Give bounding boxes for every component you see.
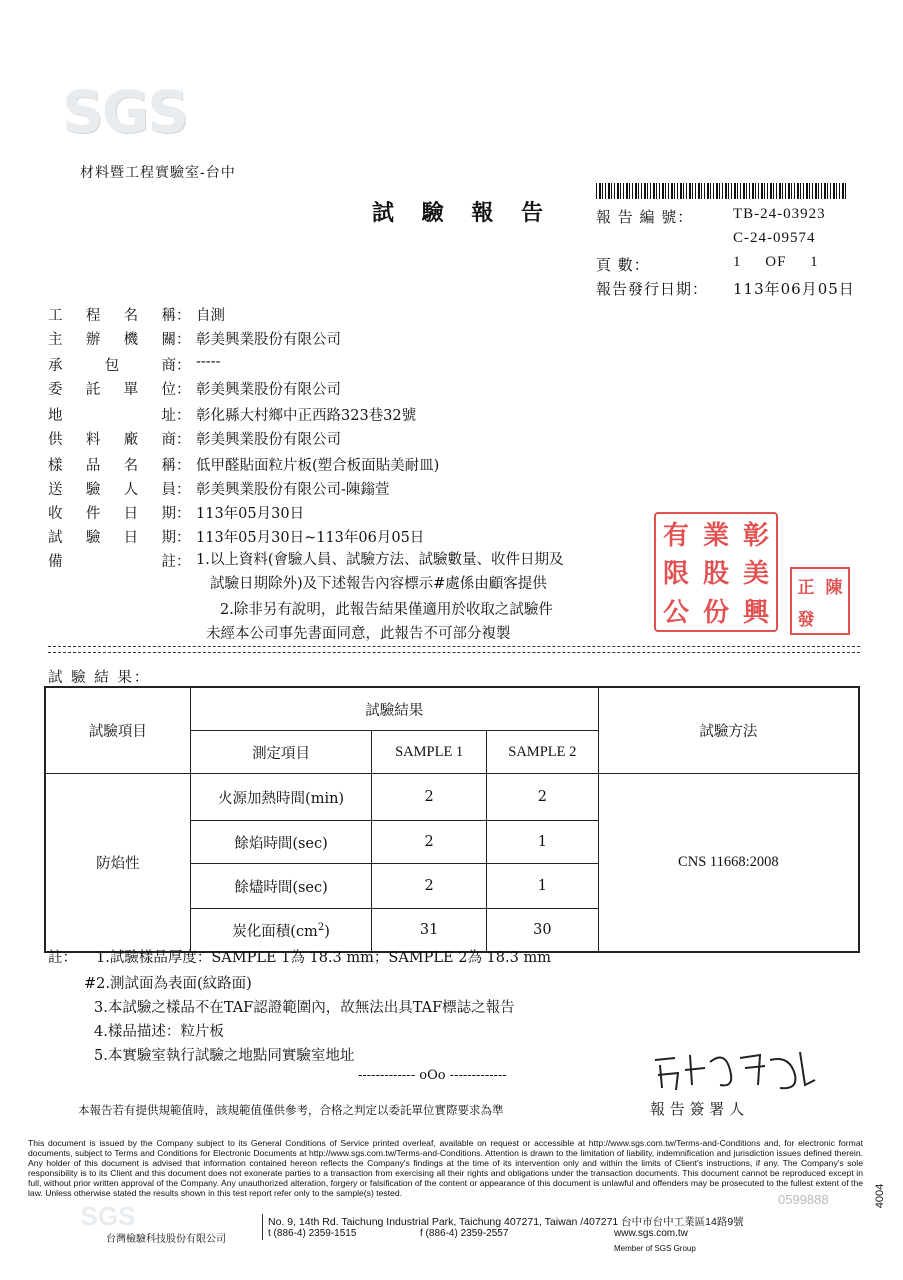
header-sample-2: SAMPLE 2 <box>486 731 598 774</box>
field-label-char: 料 <box>85 432 101 448</box>
remark-line-1: 1.以上資料(會驗人員、試驗方法、試驗數量、收件日期及 <box>196 552 564 568</box>
notes-label: 註： <box>48 950 77 966</box>
field-colon: ： <box>176 332 191 348</box>
field-label <box>48 428 176 449</box>
field-value: 113年05月30日~113年06月05日 <box>196 530 425 546</box>
header-method: 試驗方法 <box>598 687 859 774</box>
report-no-2: C-24-09574 <box>733 230 816 246</box>
seal-char: 有 <box>662 520 689 551</box>
field-label <box>48 550 176 571</box>
field-value: 低甲醛貼面粒片板(塑合板面貼美耐皿) <box>196 458 440 474</box>
note-2: #2.測試面為表面(紋路面) <box>84 976 252 992</box>
field-label <box>48 378 176 399</box>
measure-name-text: 炭化面積(cm <box>232 923 318 940</box>
field-label-char: 稱 <box>161 458 176 474</box>
measure-name: 火源加熱時間(min) <box>190 774 372 821</box>
field-label-char: 送 <box>48 482 63 498</box>
field-value: 113年05月30日 <box>196 506 305 522</box>
field-colon: ： <box>176 554 191 570</box>
note-4: 4.樣品描述：粒片板 <box>94 1024 224 1040</box>
side-code: 4004 <box>874 1183 887 1209</box>
field-label-char: 驗 <box>85 482 101 498</box>
field-label-char: 機 <box>123 332 139 348</box>
seal-char: 業 <box>702 520 729 551</box>
field-value: 自測 <box>196 308 225 324</box>
website: www.sgs.com.tw <box>614 1228 688 1239</box>
footer-divider <box>262 1214 263 1240</box>
sample-1-value: 2 <box>372 864 487 909</box>
disclaimer: 本報告若有提供規範值時，該規範值僅供參考，合格之判定以委託單位實際要求為準 <box>78 1103 504 1117</box>
seal-char: 股 <box>702 559 729 590</box>
sample-2-value: 1 <box>486 821 598 864</box>
seal-char: 公 <box>662 598 689 629</box>
issue-date-value: 113年06月05日 <box>733 280 855 298</box>
company-seal <box>654 512 778 632</box>
sample-1-value: 2 <box>372 774 487 821</box>
field-label-char: 供 <box>48 432 63 448</box>
field-label-char: 辦 <box>85 332 101 348</box>
sample-2-value: 1 <box>486 864 598 909</box>
field-value: 彰美興業股份有限公司 <box>196 432 341 448</box>
page-value: 1 OF 1 <box>733 254 819 270</box>
field-value: 彰化縣大村鄉中正西路323巷32號 <box>196 408 417 424</box>
sample-2-value: 30 <box>486 909 598 953</box>
issue-date-label: 報告發行日期： <box>596 280 709 298</box>
measure-name: 餘焰時間(sec) <box>190 821 372 864</box>
remark-line-2: 試驗日期除外)及下述報告內容標示#處係由顧客提供 <box>210 576 547 592</box>
field-label-char: 稱 <box>161 308 176 324</box>
seal-char: 陳 <box>825 577 843 598</box>
sgs-footer-logo: SGS <box>80 1200 136 1231</box>
field-label-char: 名 <box>123 308 139 324</box>
field-label-char: 註 <box>161 554 176 570</box>
field-colon: ： <box>176 506 191 522</box>
remark-line-3: 2.除非另有說明，此報告結果僅適用於收取之試驗件 <box>220 602 553 618</box>
table-row <box>45 774 859 821</box>
field-label <box>48 454 176 475</box>
field-label-char: 包 <box>104 358 120 374</box>
seal-char: 美 <box>742 559 769 590</box>
report-title: 試 驗 報 告 <box>372 200 553 226</box>
field-label-char: 名 <box>123 458 139 474</box>
field-value: ----- <box>196 354 221 370</box>
phone: t (886-4) 2359-1515 <box>268 1228 357 1239</box>
field-label-char: 委 <box>48 382 63 398</box>
field-label-char: 樣 <box>48 458 63 474</box>
report-no-1: TB-24-03923 <box>733 206 826 222</box>
lab-name: 材料暨工程實驗室-台中 <box>80 165 236 181</box>
end-mark: ------------- oOo ------------- <box>358 1068 507 1083</box>
seal-char: 正 <box>797 577 815 598</box>
field-label-char: 地 <box>48 408 63 424</box>
field-label-char: 人 <box>123 482 139 498</box>
field-label <box>48 404 176 425</box>
field-label-char: 件 <box>85 506 101 522</box>
seal-char: 興 <box>742 598 769 629</box>
category-cell: 防焰性 <box>45 774 190 953</box>
field-label-char: 位 <box>161 382 176 398</box>
field-label-char: 品 <box>85 458 101 474</box>
header-item: 試驗項目 <box>45 687 190 774</box>
field-label-char: 驗 <box>85 530 101 546</box>
address: No. 9, 14th Rd. Taichung Industrial Park, Taichung 407271, Taiwan /407271 台中市台中工業區14路9號 <box>268 1216 744 1228</box>
field-colon: ： <box>176 458 191 474</box>
field-colon: ： <box>176 530 191 546</box>
method-cell: CNS 11668:2008 <box>598 774 859 953</box>
sgs-logo: SGS <box>62 78 188 146</box>
remark-line-4: 未經本公司事先書面同意，此報告不可部分複製 <box>206 626 511 642</box>
field-label-char: 試 <box>48 530 63 546</box>
note-3: 3.本試驗之樣品不在TAF認證範圍內，故無法出具TAF標誌之報告 <box>94 1000 515 1016</box>
note-1: 1.試驗樣品厚度：SAMPLE 1為 18.3 mm；SAMPLE 2為 18.3 mm <box>96 950 551 966</box>
field-label <box>48 304 176 325</box>
seal-char: 限 <box>662 559 689 590</box>
field-label <box>48 328 176 349</box>
field-colon: ： <box>176 382 191 398</box>
header-sample-1: SAMPLE 1 <box>372 731 487 774</box>
field-label-char: 關 <box>161 332 176 348</box>
field-label-char: 主 <box>48 332 63 348</box>
fax: f (886-4) 2359-2557 <box>420 1228 509 1239</box>
separator-top <box>48 646 860 647</box>
field-label <box>48 526 176 547</box>
field-colon: ： <box>176 432 191 448</box>
field-label-char: 日 <box>123 530 139 546</box>
company-name: 台灣檢驗科技股份有限公司 <box>106 1234 226 1245</box>
field-label-char: 商 <box>161 432 176 448</box>
results-heading: 試 驗 結 果： <box>48 670 151 686</box>
field-label-char: 收 <box>48 506 63 522</box>
superscript: 2 <box>317 921 325 933</box>
field-label <box>48 502 176 523</box>
field-label-char: 單 <box>123 382 139 398</box>
barcode <box>596 183 846 199</box>
field-colon: ： <box>176 308 191 324</box>
serial-number: 0599888 <box>778 1192 829 1207</box>
report-no-label: 報 告 編 號： <box>596 208 694 226</box>
sample-1-value: 31 <box>372 909 487 953</box>
field-label-char: 承 <box>48 358 63 374</box>
separator-bottom <box>48 652 860 653</box>
field-label-char: 程 <box>85 308 101 324</box>
field-value: 彰美興業股份有限公司-陳鎓萱 <box>196 482 390 498</box>
legal-footer: This document is issued by the Company subject to its General Conditions of Service printed overleaf, available on request or accessible at http://www.sgs.com.tw/Terms-and-Conditions and, for electronic format documents, subject to Terms and Conditions for Electronic Documents at http://www.sgs.com.tw/Terms-and-Conditions. Attention is drawn to the limitation of liability, indemnification and jurisdiction issues defined therein. Any holder of this document is advised that information contained hereon reflects the Company's findings at the time of its intervention only and within the limits of Client's instructions, if any. The Company's sole responsibility is to its Client and this document does not exonerate parties to a transaction from exercising all their rights and obligations under the transaction documents. This document cannot be reproduced except in full, without prior written approval of the Company. Any unauthorized alteration, forgery or falsification of the content or appearance of this document is unlawful and offenders may be prosecuted to the fullest extent of the law. Unless otherwise stated the results shown in this test report refer only to the sample(s) tested. <box>28 1138 863 1198</box>
field-label <box>48 354 176 375</box>
sample-1-value: 2 <box>372 821 487 864</box>
measure-name-close: ) <box>324 923 330 940</box>
signer-label: 報 告 簽 署 人 <box>650 1100 745 1118</box>
page-label: 頁 數： <box>596 256 650 274</box>
field-label-char: 備 <box>48 554 63 570</box>
header-measure: 測定項目 <box>190 731 372 774</box>
results-table <box>44 686 860 953</box>
member-label: Member of SGS Group <box>614 1244 696 1253</box>
field-value: 彰美興業股份有限公司 <box>196 382 341 398</box>
seal-char: 發 <box>797 609 815 630</box>
field-label <box>48 478 176 499</box>
signature <box>630 1040 830 1100</box>
note-5: 5.本實驗室執行試驗之地點同實驗室地址 <box>94 1048 355 1064</box>
field-colon: ： <box>176 408 191 424</box>
field-label-char: 址 <box>161 408 176 424</box>
seal-char: 彰 <box>742 520 769 551</box>
field-label-char: 期 <box>161 506 176 522</box>
sample-2-value: 2 <box>486 774 598 821</box>
header-result: 試驗結果 <box>190 687 598 731</box>
field-value: 彰美興業股份有限公司 <box>196 332 341 348</box>
field-label-char: 期 <box>161 530 176 546</box>
field-label-char: 託 <box>85 382 101 398</box>
field-label-char: 廠 <box>123 432 139 448</box>
measure-name: 餘燼時間(sec) <box>190 864 372 909</box>
seal-char: 份 <box>702 598 729 629</box>
field-colon: ： <box>176 482 191 498</box>
field-label-char: 商 <box>161 358 176 374</box>
field-label-char: 員 <box>161 482 176 498</box>
field-label-char: 工 <box>48 308 63 324</box>
personal-seal <box>790 567 850 635</box>
field-colon: ： <box>176 358 191 374</box>
field-label-char: 日 <box>123 506 139 522</box>
